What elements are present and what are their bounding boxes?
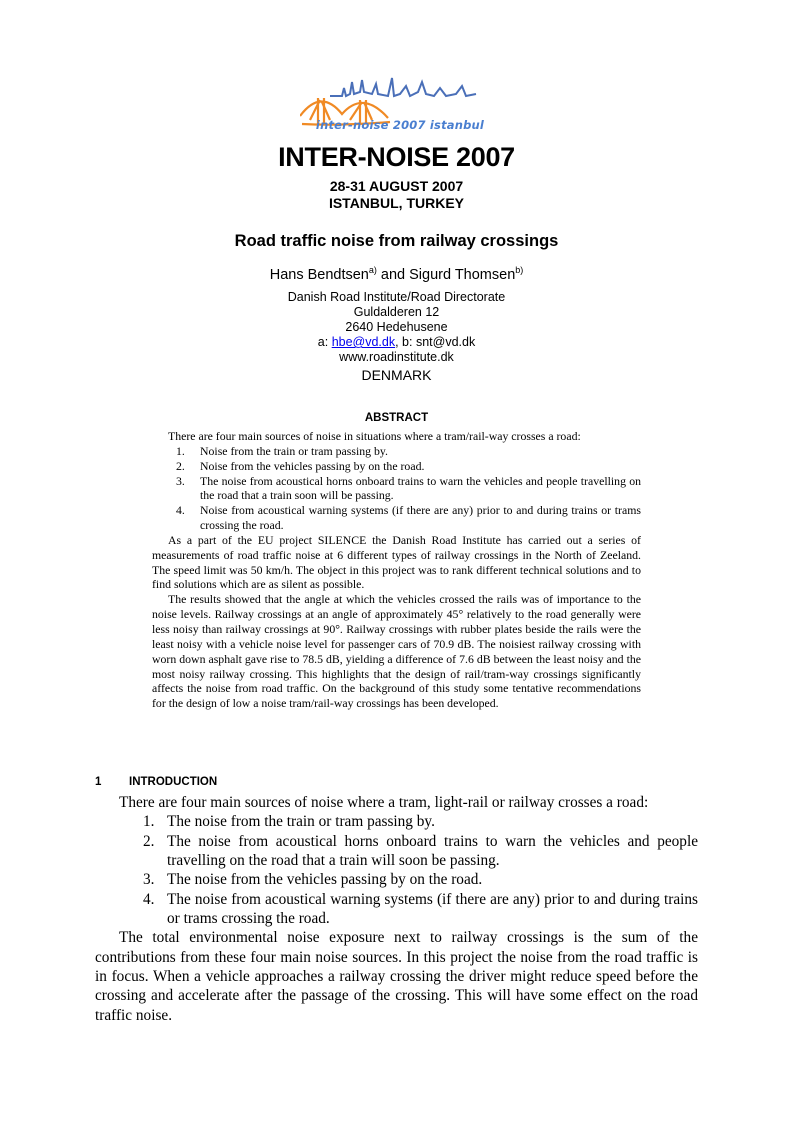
abstract-paragraph: The results showed that the angle at which the vehicles crossed the rails was of importance to the noise levels. Railway crossings at an angle of approximately 45° relatively to the road generally were less noisy than railway crossings at 90°. Railway crossings with rubber plates beside the rails were the least noisy with a vehicle noise level for passenger cars of 70.9 dB. The noisiest railway crossing with worn down asphalt gave rise to 78.5 dB, yielding a difference of 7.6 dB between the least noisy and the most noisy railway crossing. This highlights that the design of rail/tram-way crossings significantly affects the noise from road traffic. On the background of this study some tentative recommendations for the design of low a noise tram/rail-way crossings has been developed.: [152, 592, 641, 711]
list-item: [95, 870, 698, 889]
list-text: The noise from the train or tram passing by.: [167, 813, 435, 831]
list-item: [152, 503, 641, 533]
conference-dates: 28-31 AUGUST 2007: [329, 178, 464, 194]
list-item: [152, 474, 641, 504]
author-1: Hans Bendtsen: [269, 267, 369, 283]
list-number: 4.: [176, 503, 185, 518]
list-item: [95, 832, 698, 871]
skyline-icon: [330, 78, 476, 96]
list-number: 1.: [176, 443, 185, 458]
list-item: [152, 459, 641, 474]
list-number: 3.: [176, 473, 185, 488]
affiliation-street: Guldalderen 12: [353, 305, 440, 319]
abstract-body: [152, 429, 641, 711]
list-item: [95, 812, 698, 831]
affiliation-city: 2640 Hedehusene: [345, 320, 448, 334]
intro-list: [95, 812, 698, 928]
affiliation-institute: Danish Road Institute/Road Directorate: [287, 290, 506, 304]
introduction-body: [95, 793, 698, 1025]
list-text: The noise from the vehicles passing by on the road.: [167, 871, 483, 889]
list-text: Noise from the vehicles passing by on the road.: [200, 458, 425, 473]
list-text: Noise from the train or tram passing by.: [200, 443, 388, 458]
conference-title: INTER-NOISE 2007: [278, 142, 515, 172]
list-number: 2.: [143, 832, 155, 850]
paper-title: Road traffic noise from railway crossings: [234, 232, 559, 250]
abstract-list: [152, 444, 641, 533]
abstract-paragraph: As a part of the EU project SILENCE the Danish Road Institute has carried out a series of measurements of road traffic noise at 6 different types of railway crossings in the North of Zeeland. The speed limit was 50 km/h. The object in this project was to rank different technical solutions and to find solutions which are as silent as possible.: [152, 532, 641, 592]
author-1-mark: a): [368, 265, 377, 276]
email-b: , b: snt@vd.dk: [395, 335, 476, 349]
list-number: 2.: [176, 458, 185, 473]
authors: [0, 267, 793, 283]
logo-text: inter-noise 2007 istanbul: [315, 118, 485, 132]
abstract-heading: ABSTRACT: [364, 412, 429, 424]
email-a-link[interactable]: hbe@vd.dk: [331, 335, 396, 349]
list-text: Noise from acoustical warning systems (if there are any) prior to and during trains or trams crossing the road.: [200, 503, 641, 533]
intro-paragraph: The total environmental noise exposure next to railway crossings is the sum of the contributions from these four main noise sources. In this project the noise from the road traffic is in focus. When a vehicle approaches a railway crossing the driver might reduce speed before the crossing and accelerate after the passage of the crossing. This will have some effect on the road traffic noise.: [95, 929, 698, 1024]
section-title: INTRODUCTION: [129, 776, 218, 788]
email-a-prefix: a:: [317, 335, 332, 349]
conference-place: ISTANBUL, TURKEY: [328, 195, 465, 211]
list-number: 3.: [143, 871, 155, 889]
list-number: 1.: [143, 813, 155, 831]
affiliation-website: www.roadinstitute.dk: [339, 350, 454, 364]
section-heading: [95, 776, 217, 788]
list-number: 4.: [143, 890, 155, 908]
list-text: The noise from acoustical warning systems (if there are any) prior to and during trains or trams crossing the road.: [167, 890, 698, 928]
list-item: [95, 890, 698, 929]
abstract-intro: There are four main sources of noise in situations where a tram/rail-way crosses a road:: [168, 429, 581, 443]
intro-paragraph: There are four main sources of noise where a tram, light-rail or railway crosses a road:: [119, 794, 649, 811]
affiliation-emails: [0, 335, 793, 349]
affiliation-country: DENMARK: [361, 367, 432, 383]
author-2: and Sigurd Thomsen: [376, 267, 516, 283]
list-text: The noise from acoustical horns onboard trains to warn the vehicles and people travelling on the road that a train will soon be passing.: [167, 832, 698, 870]
author-2-mark: b): [515, 265, 524, 276]
list-item: [152, 444, 641, 459]
section-number: 1: [95, 776, 102, 788]
list-text: The noise from acoustical horns onboard trains to warn the vehicles and people travelling on the road that a train soon will be passing.: [200, 473, 641, 503]
